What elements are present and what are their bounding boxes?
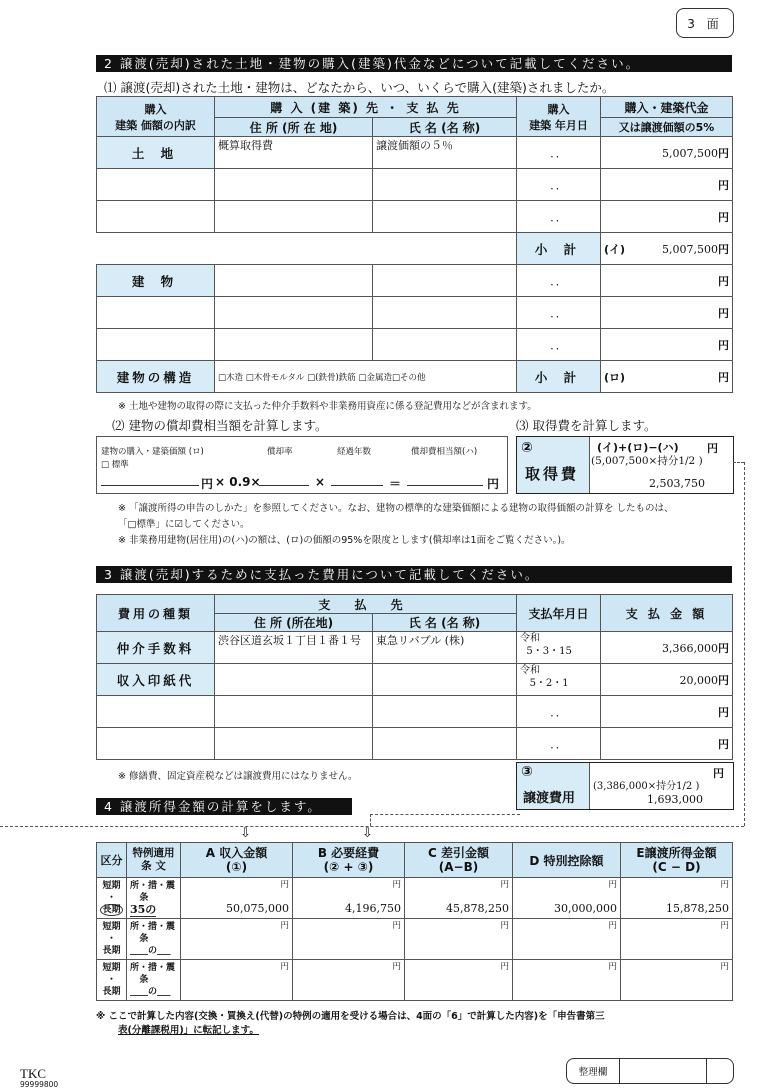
calc-input-years[interactable] bbox=[331, 485, 383, 486]
header-pay-shimei: 氏 名 (名 称) bbox=[373, 614, 517, 632]
land-jusho-1[interactable]: 概算取得費 bbox=[215, 137, 373, 169]
expense-amount-3[interactable]: 円 bbox=[601, 696, 733, 728]
section3-title: 3 譲渡(売却)するために支払った費用について記載してください。 bbox=[96, 566, 732, 583]
land-amount-2[interactable]: 円 bbox=[601, 169, 733, 201]
land-jusho-3[interactable] bbox=[215, 201, 373, 233]
amount-a-1[interactable]: 円 50,075,000 bbox=[181, 878, 293, 919]
note-acquisition-costs: ※ 土地や建物の取得の際に支払った仲介手数料や非業務用資産に係る登記費用などが含まれます。 bbox=[118, 401, 537, 412]
bldg-shimei-2[interactable] bbox=[373, 297, 517, 329]
expense-kind-1: 仲介手数料 bbox=[97, 632, 215, 664]
expense-date-3[interactable]: ．． bbox=[517, 696, 601, 728]
amount-b-3[interactable]: 円 bbox=[293, 960, 405, 1001]
exp-amount[interactable]: 1,693,000 bbox=[647, 793, 703, 806]
calc-times: × 0.9× bbox=[215, 475, 261, 489]
struct-label: 建物の構造 bbox=[97, 361, 215, 393]
expense-jusho-2[interactable] bbox=[215, 664, 373, 696]
land-date-3[interactable]: ．． bbox=[517, 201, 601, 233]
section2-title: 2 譲渡(売却)された土地・建物の購入(建築)代金などについて記載してください。 bbox=[96, 55, 732, 72]
amount-a-2[interactable]: 円 bbox=[181, 919, 293, 960]
bldg-blank-3 bbox=[97, 329, 215, 361]
land-subtotal[interactable]: (イ) 5,007,500円 bbox=[601, 233, 733, 265]
header-b: B 必要経費 (② + ③) bbox=[293, 843, 405, 878]
amount-c-3[interactable]: 円 bbox=[405, 960, 513, 1001]
seiri-field-1[interactable] bbox=[620, 1059, 707, 1083]
land-blank-3 bbox=[97, 201, 215, 233]
header-kind: 費用の種類 bbox=[97, 595, 215, 632]
land-date-2[interactable]: ．． bbox=[517, 169, 601, 201]
bldg-label: 建 物 bbox=[97, 265, 215, 297]
calc-head-d: 償却費相当額(ハ) bbox=[411, 447, 478, 457]
acq-label: 取得費 bbox=[525, 465, 580, 483]
connector-exp-down bbox=[370, 814, 371, 826]
bldg-date-1[interactable]: ．． bbox=[517, 265, 601, 297]
bldg-shimei-3[interactable] bbox=[373, 329, 517, 361]
calc-standard-checkbox[interactable]: □ 標準 bbox=[101, 460, 129, 470]
land-subtotal-label: 小 計 bbox=[517, 233, 601, 265]
bldg-jusho-2[interactable] bbox=[215, 297, 373, 329]
form-code: 99999800 bbox=[20, 1080, 59, 1089]
expense-shimei-2[interactable] bbox=[373, 664, 517, 696]
header-pay-date: 支払年月日 bbox=[517, 595, 601, 632]
note-transfer-a: ※ ここで計算した内容(交換・買換え(代替)の特例の適用を受ける場合は、4面の「6」で計算した内容)を「申告書第三 bbox=[96, 1011, 605, 1022]
seiri-box[interactable] bbox=[566, 1058, 734, 1084]
expense-amount-1[interactable]: 3,366,000円 bbox=[601, 632, 733, 664]
header-jusho: 住 所 (所 在 地) bbox=[215, 118, 373, 137]
bldg-date-3[interactable]: ．． bbox=[517, 329, 601, 361]
header-daikin-b: 又は譲渡価額の5% bbox=[601, 118, 733, 137]
kubun-2[interactable]: 短期 ・ 長期 bbox=[97, 919, 127, 960]
expense-date-2[interactable]: 令和 5・2・1 bbox=[517, 664, 601, 696]
choukini-circle: 長期 bbox=[102, 905, 121, 915]
bldg-amount-3[interactable]: 円 bbox=[601, 329, 733, 361]
header-a: A 収入金額 (①) bbox=[181, 843, 293, 878]
exp-unit: 円 bbox=[713, 767, 724, 780]
header-pay-amount: 支 払 金 額 bbox=[601, 595, 733, 632]
bldg-jusho-3[interactable] bbox=[215, 329, 373, 361]
calc-head-c: 経過年数 bbox=[337, 447, 372, 457]
land-amount-3[interactable]: 円 bbox=[601, 201, 733, 233]
amount-d-1[interactable]: 円 30,000,000 bbox=[513, 878, 621, 919]
connector-top-stub bbox=[733, 462, 744, 463]
land-date-1[interactable]: ．． bbox=[517, 137, 601, 169]
calc-en: 円 bbox=[201, 477, 214, 491]
note-standard-check: 「□標準」に☑してください。 bbox=[118, 519, 250, 530]
expense-kind-4[interactable] bbox=[97, 728, 215, 760]
calc-eq: ＝ bbox=[389, 477, 402, 491]
section4-title: 4 譲渡所得金額の計算をします。 bbox=[96, 798, 352, 815]
acq-unit: 円 bbox=[707, 442, 718, 455]
header-pay-jusho: 住 所 (所在地) bbox=[215, 614, 373, 632]
tokurei-1[interactable]: 所・措・震 条 35の bbox=[127, 878, 181, 919]
kubun-3[interactable]: 短期 ・ 長期 bbox=[97, 960, 127, 1001]
land-shimei-2[interactable] bbox=[373, 169, 517, 201]
header-c: C 差引金額 (A−B) bbox=[405, 843, 513, 878]
section2-question2: ⑵ 建物の償却費相当額を計算します。 bbox=[112, 418, 328, 433]
header-nengappi: 購入 建築 年月日 bbox=[517, 97, 601, 137]
calc-input-rate[interactable] bbox=[259, 485, 309, 486]
transfer-expense-box bbox=[516, 762, 734, 810]
bldg-subtotal-label: 小 計 bbox=[517, 361, 601, 393]
struct-options[interactable]: □木造 □木骨モルタル □(鉄骨)鉄筋 □金属造□その他 bbox=[215, 361, 517, 393]
arrow-a: ⇩ bbox=[240, 826, 251, 841]
expense-jusho-3[interactable] bbox=[215, 696, 373, 728]
land-blank-2 bbox=[97, 169, 215, 201]
amount-e-1[interactable]: 円 15,878,250 bbox=[621, 878, 733, 919]
page-number: 3 面 bbox=[676, 8, 734, 38]
header-saki: 購 入 (建 築) 先 ・ 支 払 先 bbox=[215, 97, 517, 118]
amount-c-1[interactable]: 円 45,878,250 bbox=[405, 878, 513, 919]
header-tokurei: 特例適用 条 文 bbox=[127, 843, 181, 878]
acq-formula: (イ)+(ロ)−(ハ) bbox=[597, 441, 679, 454]
bldg-shimei-1[interactable] bbox=[373, 265, 517, 297]
purchase-table bbox=[96, 96, 733, 393]
income-calc-table bbox=[96, 842, 733, 1001]
depreciation-calc bbox=[96, 436, 508, 494]
expense-shimei-1[interactable]: 東急リバブル (株) bbox=[373, 632, 517, 664]
expense-jusho-4[interactable] bbox=[215, 728, 373, 760]
exp-num: ③ bbox=[521, 764, 533, 780]
arrow-b: ⇩ bbox=[362, 826, 373, 841]
land-jusho-2[interactable] bbox=[215, 169, 373, 201]
acq-num: ② bbox=[521, 440, 533, 456]
kubun-1[interactable]: 短期 ・ 長期 bbox=[97, 878, 127, 919]
note-residential: ※ 非業務用建物(居住用)の(ハ)の額は、(ロ)の価額の95%を限度とします(償却率は1面をご覧ください。)。 bbox=[118, 535, 571, 546]
exp-label: 譲渡費用 bbox=[523, 791, 576, 806]
calc-head-b: 償却率 bbox=[267, 447, 293, 457]
land-shimei-3[interactable] bbox=[373, 201, 517, 233]
expense-shimei-3[interactable] bbox=[373, 696, 517, 728]
calc-en2: 円 bbox=[487, 477, 500, 491]
header-shimei: 氏 名 (名 称) bbox=[373, 118, 517, 137]
expense-jusho-1[interactable]: 渋谷区道玄坂１丁目１番１号 bbox=[215, 632, 373, 664]
calc-head-a: 建物の購入・建築価額 (ロ) bbox=[101, 447, 204, 457]
land-amount-1[interactable]: 5,007,500円 bbox=[601, 137, 733, 169]
bldg-jusho-1[interactable] bbox=[215, 265, 373, 297]
calc-x: × bbox=[315, 475, 326, 489]
calc-input-depreciation[interactable] bbox=[407, 485, 483, 486]
acq-detail[interactable]: (5,007,500×持分1/2 ) bbox=[591, 455, 703, 467]
amount-e-3[interactable]: 円 bbox=[621, 960, 733, 1001]
header-pay: 支 払 先 bbox=[215, 595, 517, 614]
bldg-date-2[interactable]: ．． bbox=[517, 297, 601, 329]
amount-e-2[interactable]: 円 bbox=[621, 919, 733, 960]
land-shimei-1[interactable]: 譲渡価額の５％ bbox=[373, 137, 517, 169]
note-standard: ※ 「譲渡所得の申告のしかた」を参照してください。なお、建物の標準的な建築価額による建物の取得価額の計算を したものは、 bbox=[118, 503, 674, 514]
expense-kind-2: 収入印紙代 bbox=[97, 664, 215, 696]
note-not-expenses: ※ 修繕費、固定資産税などは譲渡費用にはなりません。 bbox=[118, 771, 358, 782]
header-e: E譲渡所得金額 (C − D) bbox=[621, 843, 733, 878]
amount-a-3[interactable]: 円 bbox=[181, 960, 293, 1001]
tokurei-3[interactable]: 所・措・震 条 ____の___ bbox=[127, 960, 181, 1001]
amount-d-3[interactable]: 円 bbox=[513, 960, 621, 1001]
acq-amount[interactable]: 2,503,750 bbox=[649, 477, 705, 490]
expense-amount-4[interactable]: 円 bbox=[601, 728, 733, 760]
bldg-blank-2 bbox=[97, 297, 215, 329]
header-d: D 特別控除額 bbox=[513, 843, 621, 878]
expense-shimei-4[interactable] bbox=[373, 728, 517, 760]
header-kubun: 区分 bbox=[97, 843, 127, 878]
amount-b-1[interactable]: 円 4,196,750 bbox=[293, 878, 405, 919]
expense-kind-3[interactable] bbox=[97, 696, 215, 728]
exp-detail[interactable]: (3,386,000×持分1/2 ) bbox=[593, 781, 700, 792]
bldg-amount-2[interactable]: 円 bbox=[601, 297, 733, 329]
header-kagaku: 購入 建築 価額の内訳 bbox=[97, 97, 215, 137]
header-daikin-a: 購入・建築代金 bbox=[601, 97, 733, 118]
bldg-amount-1[interactable]: 円 bbox=[601, 265, 733, 297]
amount-c-2[interactable]: 円 bbox=[405, 919, 513, 960]
amount-b-2[interactable]: 円 bbox=[293, 919, 405, 960]
land-label: 土 地 bbox=[97, 137, 215, 169]
seiri-label: 整理欄 bbox=[567, 1059, 620, 1083]
connector-exp-stub bbox=[370, 814, 520, 815]
section2-question3: ⑶ 取得費を計算します。 bbox=[516, 418, 657, 433]
expenses-table bbox=[96, 594, 733, 760]
calc-input-b[interactable] bbox=[101, 485, 199, 486]
expense-date-4[interactable]: ．． bbox=[517, 728, 601, 760]
land-subtotal-spacer bbox=[97, 233, 517, 265]
bldg-subtotal[interactable]: (ロ) 円 bbox=[601, 361, 733, 393]
note-transfer-b: 表(分離課税用)」に転記します。 bbox=[118, 1025, 259, 1036]
tkc-logo: TKC bbox=[20, 1066, 46, 1081]
amount-d-2[interactable]: 円 bbox=[513, 919, 621, 960]
tokurei-2[interactable]: 所・措・震 条 ____の___ bbox=[127, 919, 181, 960]
section2-question1: ⑴ 譲渡(売却)された土地・建物は、どなたから、いつ、いくらで購入(建築)されましたか。 bbox=[104, 80, 615, 95]
expense-date-1[interactable]: 令和 5・3・15 bbox=[517, 632, 601, 664]
connector-right bbox=[744, 462, 745, 826]
expense-amount-2[interactable]: 20,000円 bbox=[601, 664, 733, 696]
acquisition-cost-box bbox=[516, 436, 734, 494]
seiri-field-2[interactable] bbox=[707, 1059, 733, 1083]
